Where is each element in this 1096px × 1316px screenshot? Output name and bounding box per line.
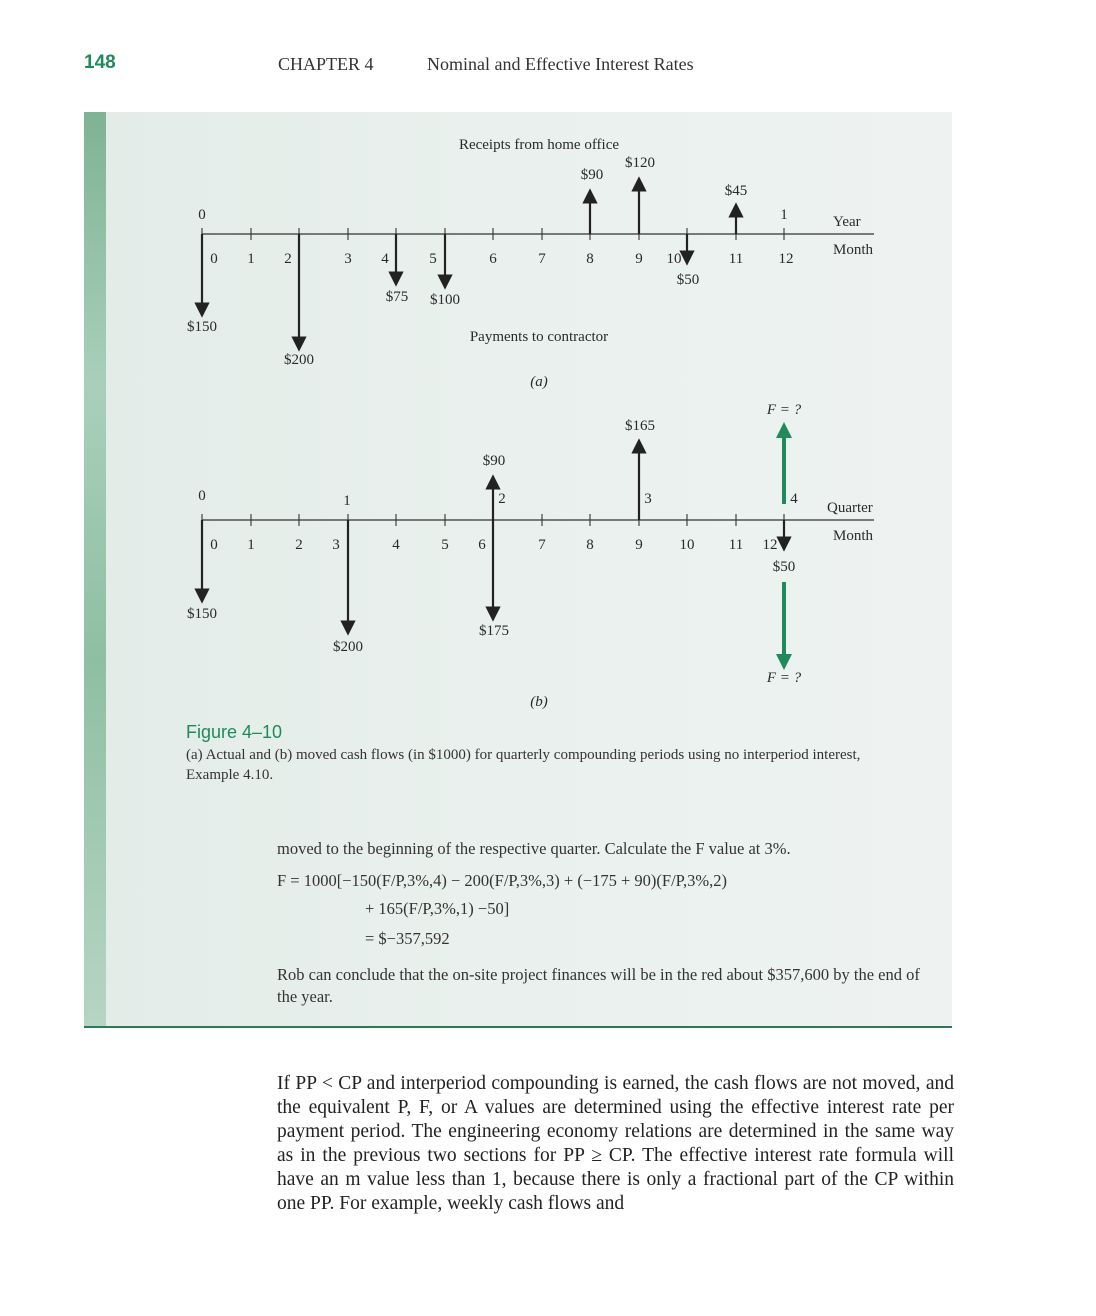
- future-value-label-top: F = ?: [766, 402, 802, 418]
- diagram-b-month-tick-7: 7: [538, 537, 546, 553]
- payment-amount-month-4: $75: [385, 289, 409, 305]
- diagram-b-month-tick-12: 12: [762, 537, 778, 553]
- diagram-b: [187, 402, 874, 710]
- diagram-a: [187, 137, 874, 390]
- payment-amount-month-0: $150: [187, 319, 217, 335]
- payment-amount-quarter-2: $175: [479, 623, 509, 639]
- diagram-b-quarter-tick-2: 2: [498, 491, 506, 507]
- page-header: [0, 52, 1096, 80]
- receipts-label: Receipts from home office: [458, 137, 620, 153]
- diagram-a-month-tick-9: 9: [635, 251, 643, 267]
- diagram-b-month-tick-4: 4: [392, 537, 400, 553]
- example-panel: [84, 112, 952, 1028]
- payment-amount-month-5: $100: [430, 292, 460, 308]
- chapter-title: Nominal and Effective Interest Rates: [427, 54, 694, 74]
- diagram-b-month-tick-8: 8: [586, 537, 594, 553]
- example-conclusion: Rob can conclude that the on-site project finances will be in the red about $357,600 by the end of the year.: [277, 965, 920, 1006]
- diagram-b-quarter-tick-3: 3: [644, 491, 652, 507]
- diagram-b-month-tick-6: 6: [478, 537, 486, 553]
- diagram-a-month-tick-5: 5: [429, 251, 437, 267]
- example-intro: moved to the beginning of the respective quarter. Calculate the F value at 3%.: [277, 839, 791, 858]
- receipt-amount-quarter-3: $165: [625, 418, 655, 434]
- diagram-a-part-label: (a): [530, 374, 548, 390]
- cash-flow-diagrams: [84, 112, 952, 712]
- payment-amount-month-2: $200: [284, 352, 314, 368]
- diagram-a-month-tick-6: 6: [489, 251, 497, 267]
- diagram-a-month-tick-11: 11: [728, 251, 744, 267]
- payment-amount-quarter-0: $150: [187, 606, 217, 622]
- receipt-amount-month-8: $90: [580, 167, 604, 183]
- diagram-b-month-tick-11: 11: [728, 537, 744, 553]
- diagram-a-month-tick-12: 12: [778, 251, 794, 267]
- receipt-amount-quarter-2: $90: [482, 453, 506, 469]
- payment-amount-quarter-4: $50: [772, 559, 796, 575]
- diagram-a-month-axis-label: Month: [833, 242, 874, 258]
- diagram-b-month-tick-9: 9: [635, 537, 643, 553]
- diagram-b-month-tick-2: 2: [295, 537, 303, 553]
- diagram-b-month-tick-1: 1: [247, 537, 255, 553]
- payment-amount-quarter-1: $200: [333, 639, 363, 655]
- diagram-b-quarter-tick-1: 1: [343, 493, 351, 509]
- diagram-a-year-axis-label: Year: [833, 214, 861, 230]
- equation-line-2: + 165(F/P,3%,1) −50]: [365, 899, 510, 918]
- equation-line-3: = $−357,592: [365, 929, 450, 948]
- diagram-a-month-tick-4: 4: [381, 251, 389, 267]
- diagram-b-month-tick-0: 0: [210, 537, 218, 553]
- equation-line-1: F = 1000[−150(F/P,3%,4) − 200(F/P,3%,3) + (−175 + 90)(F/P,3%,2): [277, 871, 728, 890]
- diagram-a-month-tick-10: 10: [666, 251, 682, 267]
- diagram-b-quarter-tick-4: 4: [790, 491, 798, 507]
- payment-amount-month-10: $50: [676, 272, 700, 288]
- diagram-b-month-axis-label: Month: [833, 528, 874, 544]
- diagram-b-month-tick-5: 5: [441, 537, 449, 553]
- diagram-a-month-tick-7: 7: [538, 251, 546, 267]
- diagram-a-month-tick-1: 1: [247, 251, 255, 267]
- diagram-b-quarter-tick-0: 0: [198, 488, 206, 504]
- diagram-b-part-label: (b): [530, 694, 548, 710]
- body-paragraph: If PP < CP and interperiod compounding is earned, the cash flows are not moved, and the equivalent P, F, or A values are determined using the effective interest rate per payment period. The engineering economy relations are determined in the same way as in the previous two sections for PP ≥ CP. The effective interest rate formula will have an m value less than 1, because there is only a fractional part of the CP within one PP. For example, weekly cash flows and: [277, 1073, 954, 1214]
- diagram-b-quarter-axis-label: Quarter: [827, 500, 873, 516]
- receipt-amount-month-9: $120: [625, 155, 655, 171]
- diagram-b-month-tick-3: 3: [332, 537, 340, 553]
- diagram-a-year-tick-0: 0: [198, 207, 206, 223]
- diagram-a-month-tick-8: 8: [586, 251, 594, 267]
- diagram-a-month-tick-2: 2: [284, 251, 292, 267]
- figure-title: Figure 4–10: [186, 722, 283, 742]
- diagram-a-month-tick-3: 3: [344, 251, 352, 267]
- diagram-a-month-tick-0: 0: [210, 251, 218, 267]
- page-number: 148: [84, 52, 116, 73]
- diagram-a-year-tick-1: 1: [780, 207, 788, 223]
- figure-caption: (a) Actual and (b) moved cash flows (in $1000) for quarterly compounding periods using no interperiod interest, Example 4.10.: [186, 747, 861, 783]
- receipt-amount-month-11: $45: [724, 183, 748, 199]
- payments-label: Payments to contractor: [469, 329, 609, 345]
- diagram-b-month-tick-10: 10: [679, 537, 695, 553]
- future-value-label-bottom: F = ?: [766, 670, 802, 686]
- chapter-label: CHAPTER 4: [278, 54, 374, 74]
